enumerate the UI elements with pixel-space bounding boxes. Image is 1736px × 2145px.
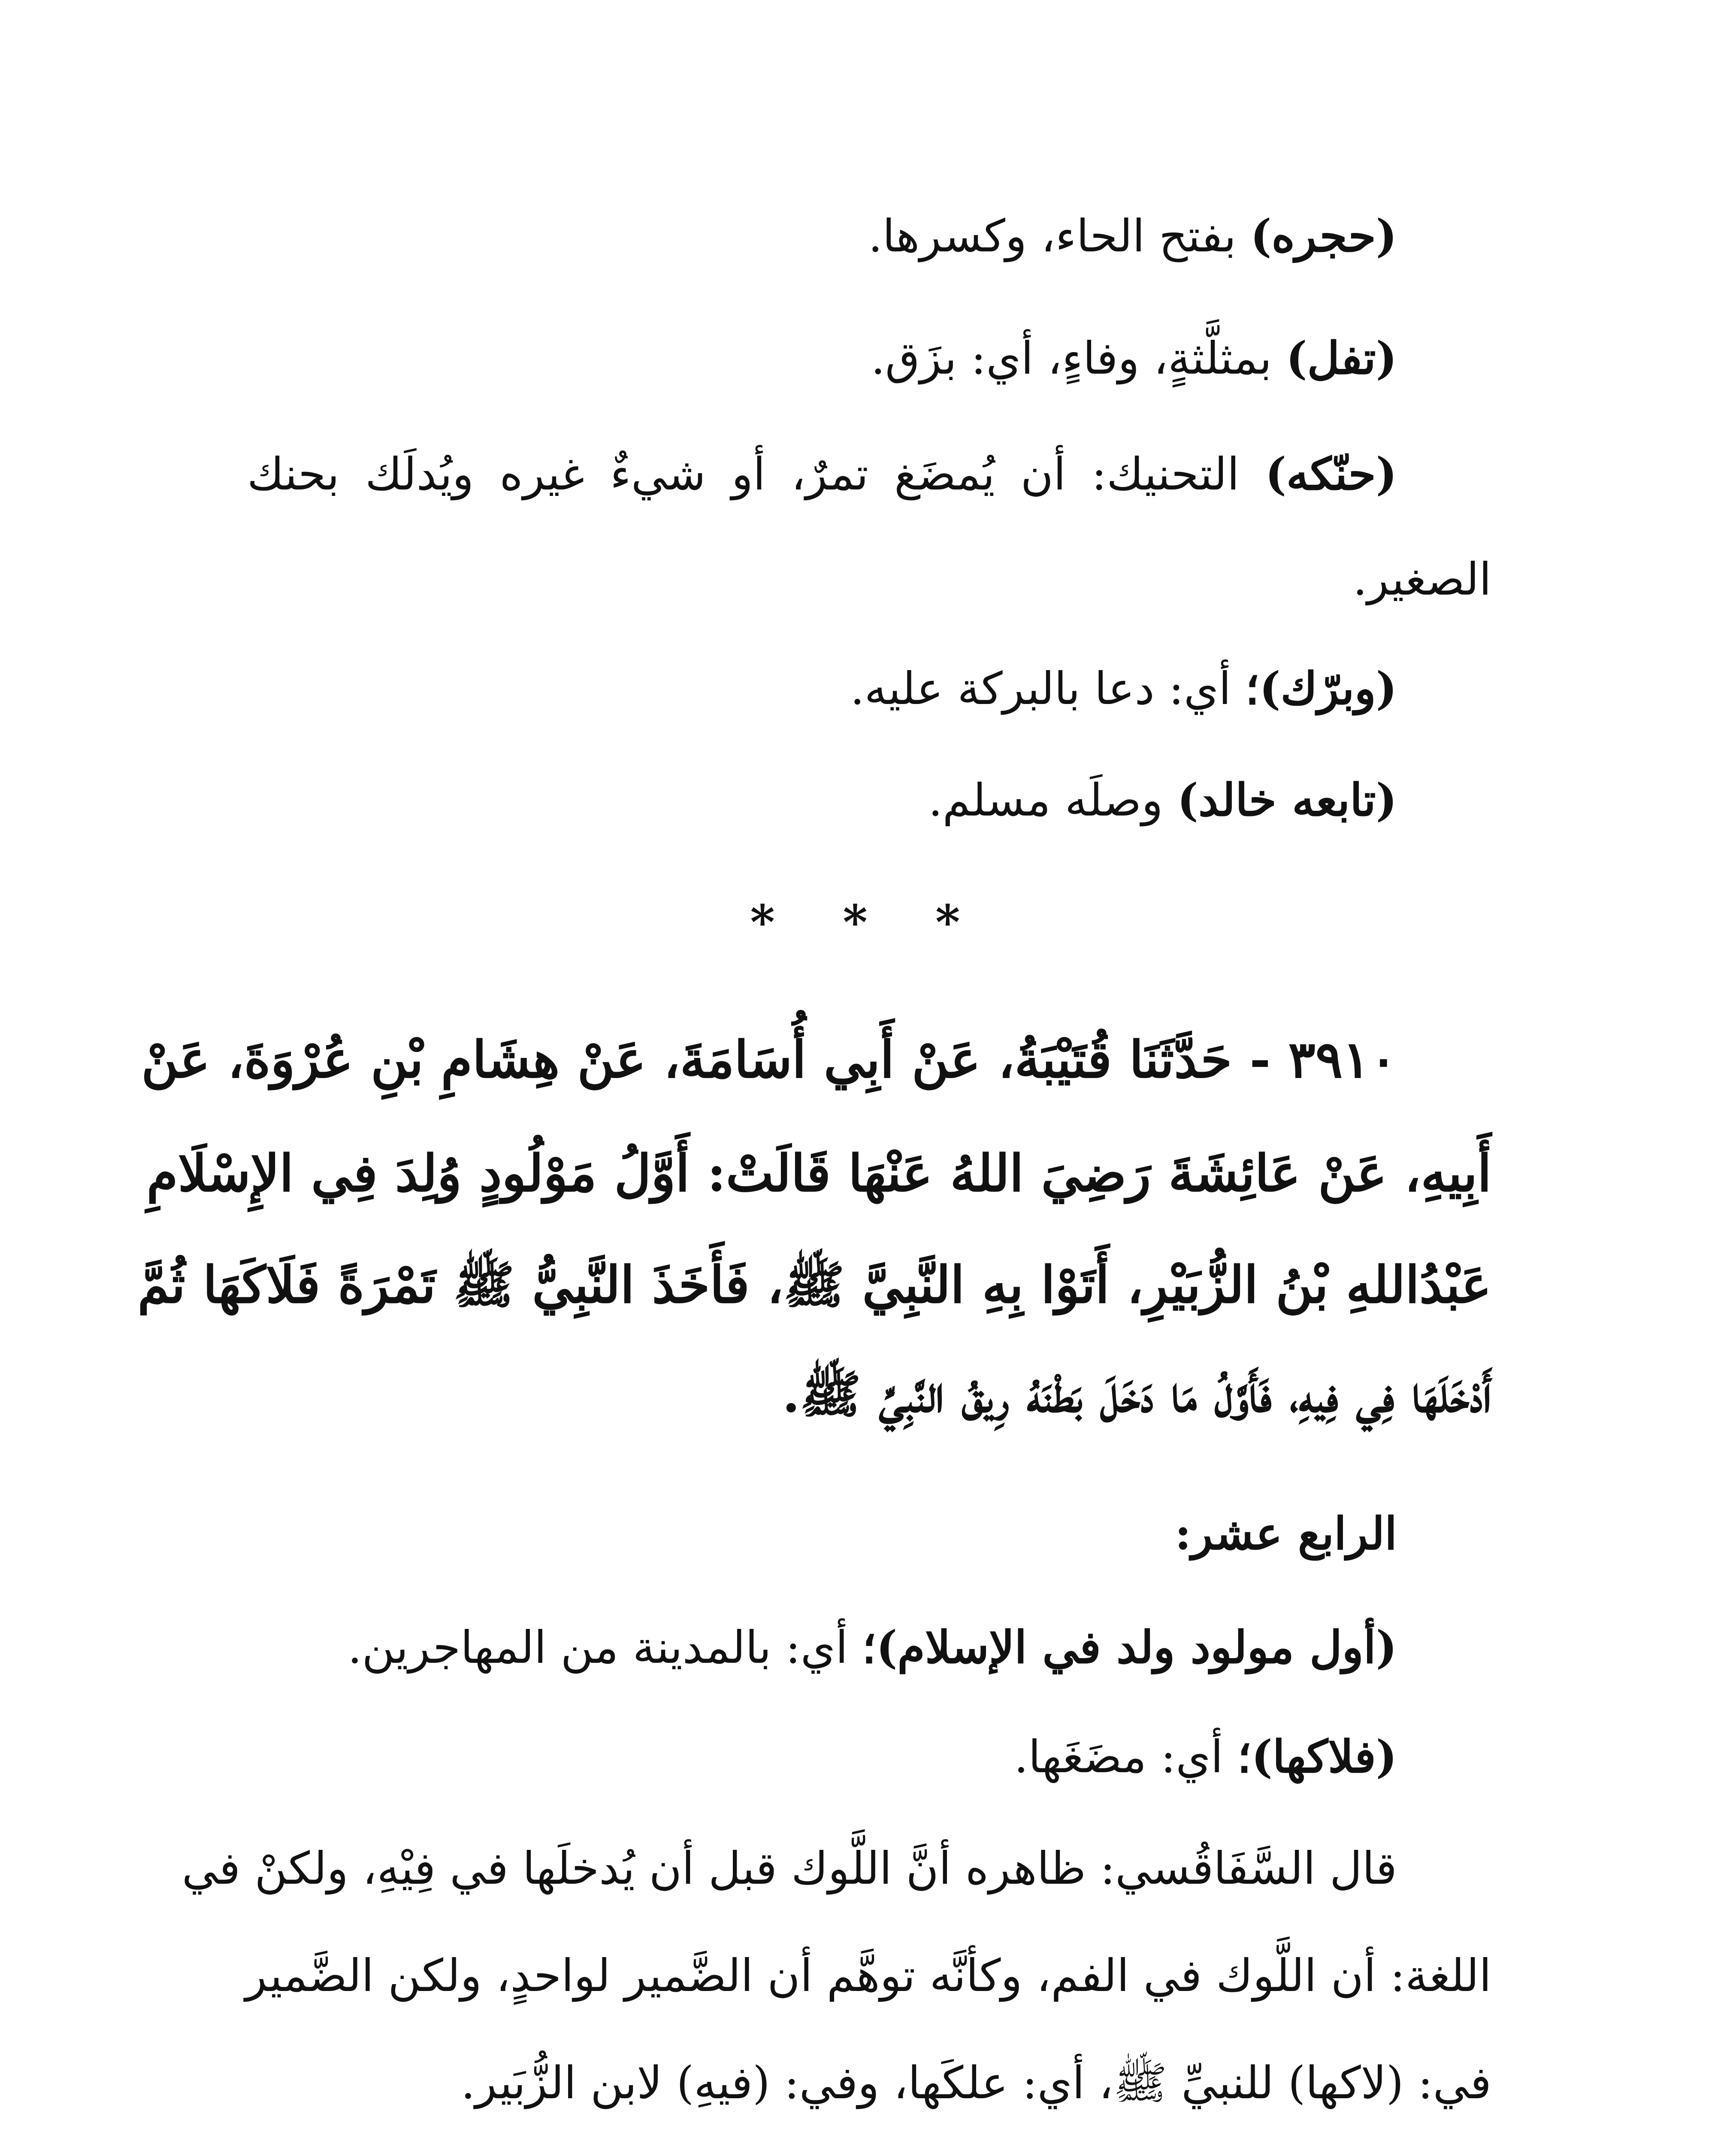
note-line (247, 446, 1397, 502)
note-term: (فلاكها)؛ (1237, 1730, 1397, 1783)
note-text: الصغير. (1353, 553, 1491, 605)
note-line (247, 330, 1397, 386)
note-line (247, 208, 1397, 264)
note-text: أي: دعا بالبركة عليه. (850, 662, 1246, 715)
section-separator: * * * (750, 894, 986, 950)
note-term: (تفل) (1286, 332, 1397, 384)
note-line (247, 1619, 1397, 1675)
note-term: (أول مولود ولد في الإسلام)؛ (862, 1621, 1397, 1674)
hadith-line: ٣٩١٠ - حَدَّثَنَا قُتَيْبَةُ، عَنْ أَبِي أُسَامَةَ، عَنْ هِشَامِ بْنِ عُرْوَةَ، عَنْ (141, 1030, 1397, 1089)
note-text: أي: بالمدينة من المهاجرين. (348, 1621, 862, 1674)
hadith-line: أَدْخَلَهَا فِي فِيهِ، فَأَوَّلُ مَا دَخَلَ بَطْنَهُ رِيقُ النَّبِيِّ ﷺ. (782, 1364, 1491, 1424)
note-text: بمثلَّثةٍ، وفاءٍ، أي: بزَق. (871, 332, 1286, 384)
note-term: (حنّكه) (1265, 447, 1397, 500)
hadith-line: أَبِيهِ، عَنْ عَائِشَةَ رَضِيَ اللهُ عَنْهَا قَالَتْ: أَوَّلُ مَوْلُودٍ وُلِدَ فِي الإِسْلَامِ (146, 1143, 1491, 1203)
paragraph-line: اللغة: أن اللَّوك في الفم، وكأنَّه توهَّم أن الضَّمير لواحدٍ، ولكن الضَّمير (245, 1949, 1491, 2002)
note-term: (حجره) (1250, 209, 1397, 262)
note-text: بفتح الحاء، وكسرها. (868, 210, 1251, 262)
paragraph-line: قال السَّفَاقُسي: ظاهره أنَّ اللَّوك قبل أن يُدخلَها في فِيْهِ، ولكنْ في (181, 1842, 1397, 1894)
note-line (247, 772, 1397, 828)
note-term: (تابعه خالد) (1177, 773, 1397, 826)
note-line (247, 1729, 1397, 1785)
note-text: التحنيك: أن يُمضَغ تمرٌ، أو شيءٌ غيره ويُدلَك بحنك (247, 448, 1265, 500)
note-text: أي: مضَغَها. (1014, 1731, 1237, 1783)
section-heading: الرابع عشر: (1175, 1507, 1397, 1560)
note-line-continuation (247, 551, 1491, 607)
note-term: (وبرّك)؛ (1245, 662, 1397, 715)
note-line (247, 661, 1397, 716)
hadith-line: عَبْدُاللهِ بْنُ الزُّبَيْرِ، أَتَوْا بِهِ النَّبِيَّ ﷺ، فَأَخَذَ النَّبِيُّ ﷺ تَمْرَةً فَلَاكَهَا ثُمَّ (137, 1255, 1491, 1314)
paragraph-line: في: (لاكها) للنبيِّ ﷺ، أي: علكَها، وفي: (فيهِ) لابن الزُّبَير. (461, 2057, 1491, 2109)
note-text: وصلَه مسلم. (928, 774, 1177, 826)
